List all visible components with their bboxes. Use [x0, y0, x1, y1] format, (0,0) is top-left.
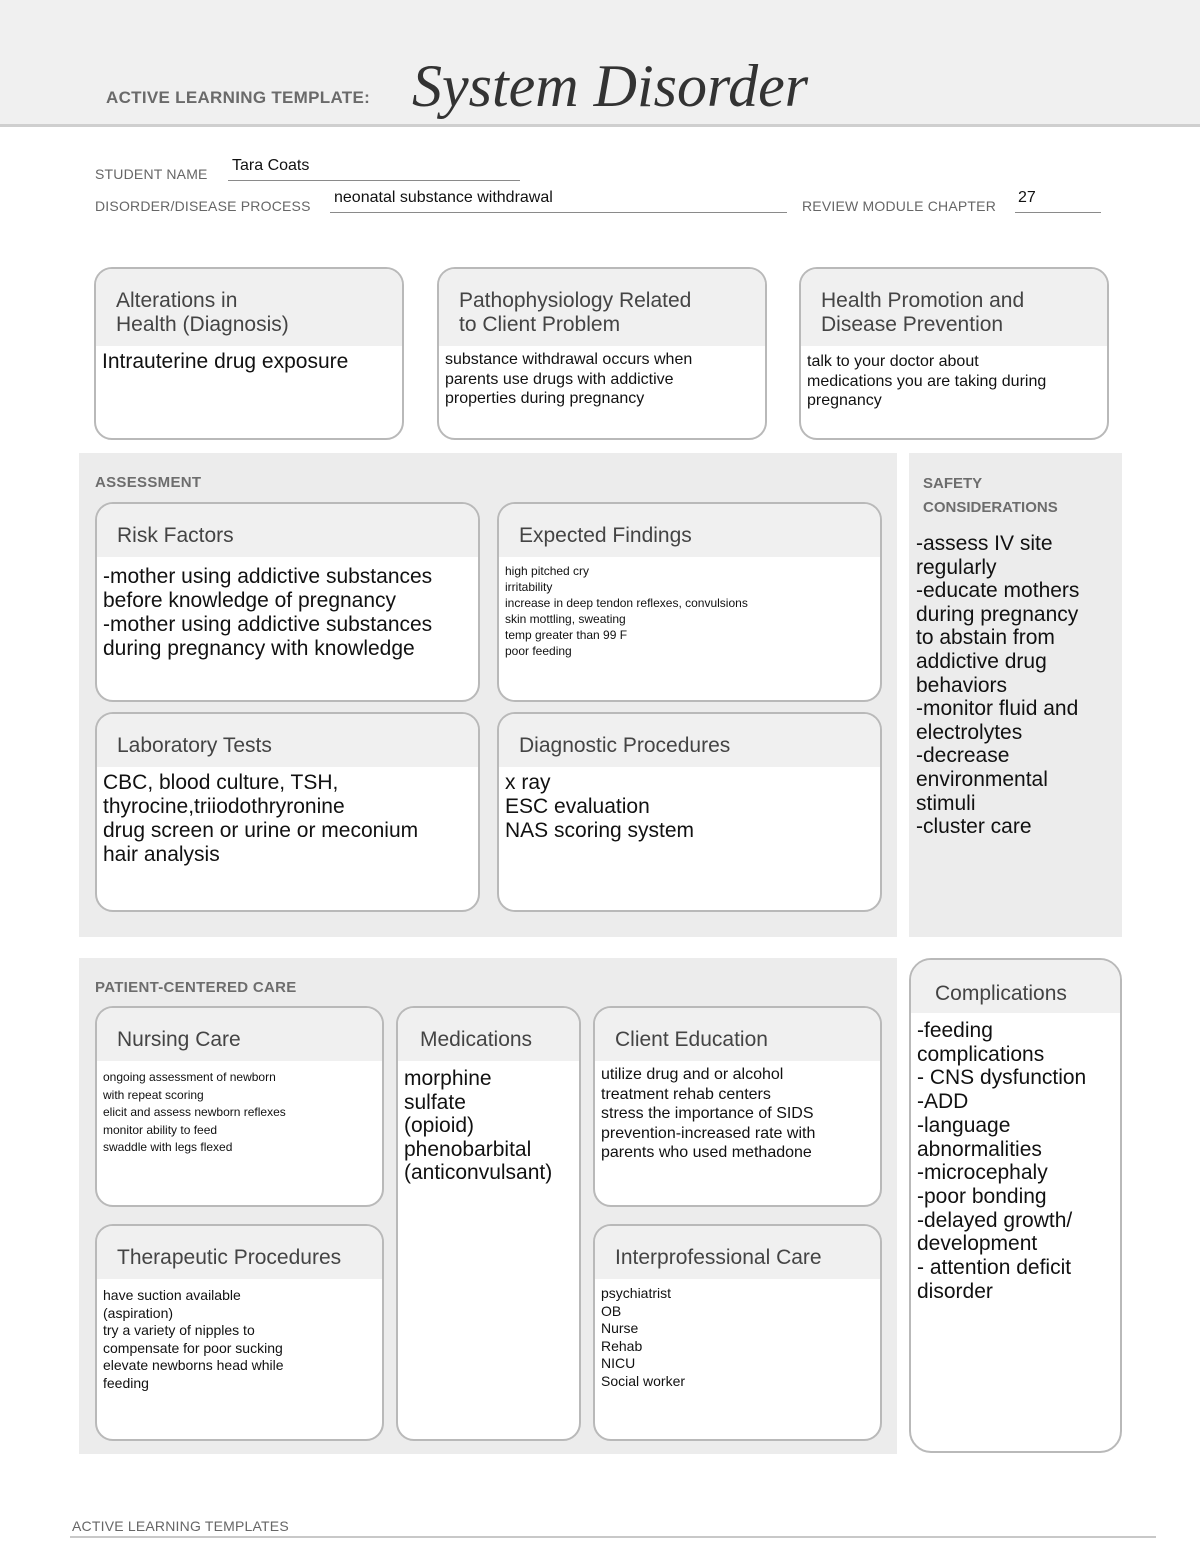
- laboratory-tests-text[interactable]: CBC, blood culture, TSH, thyrocine,triiodothryronine drug screen or urine or meconium hair analysis: [103, 771, 419, 866]
- complications-box: [909, 958, 1122, 1453]
- medications-title: Medications: [398, 1008, 579, 1061]
- risk-factors-title: Risk Factors: [97, 504, 478, 557]
- risk-factors-text[interactable]: -mother using addictive substances before knowledge of pregnancy -mother using addictive substances during pregnancy with knowledge: [103, 565, 433, 660]
- pathophysiology-text[interactable]: substance withdrawal occurs when parents use drugs with addictive properties during pregnancy: [445, 351, 693, 407]
- disorder-line: [330, 212, 787, 213]
- template-label: ACTIVE LEARNING TEMPLATE:: [106, 88, 371, 107]
- chapter-line: [1015, 212, 1101, 213]
- expected-findings-title: Expected Findings: [499, 504, 880, 557]
- health-promotion-title: Health Promotion and Disease Prevention: [801, 269, 1107, 346]
- therapeutic-procedures-box: [95, 1224, 384, 1441]
- safety-text[interactable]: -assess IV site regularly -educate mothers during pregnancy to abstain from addictive drug behaviors -monitor fluid and electrolytes -decrease environmental stimuli -cluster care: [916, 532, 1080, 839]
- pathophysiology-title: Pathophysiology Related to Client Problem: [439, 269, 765, 346]
- interprofessional-care-box: [593, 1224, 882, 1441]
- footer-line: [70, 1536, 1156, 1538]
- page-title: System Disorder: [412, 53, 809, 119]
- diagnostic-procedures-box: [497, 712, 882, 912]
- diagnostic-procedures-text[interactable]: x ray ESC evaluation NAS scoring system: [505, 771, 695, 842]
- assessment-label: ASSESSMENT: [95, 474, 202, 491]
- interprofessional-care-text[interactable]: psychiatrist OB Nurse Rehab NICU Social worker: [601, 1285, 686, 1389]
- alterations-title: Alterations in Health (Diagnosis): [96, 269, 402, 346]
- client-education-box: [593, 1006, 882, 1207]
- patient-care-label: PATIENT-CENTERED CARE: [95, 979, 297, 996]
- health-promotion-text[interactable]: talk to your doctor about medications you are taking during pregnancy: [807, 353, 1047, 409]
- nursing-care-box: [95, 1006, 384, 1207]
- medications-box: [396, 1006, 581, 1441]
- student-name-line: [228, 180, 520, 181]
- footer-text: ACTIVE LEARNING TEMPLATES: [72, 1518, 289, 1534]
- student-name-label: STUDENT NAME: [95, 166, 208, 182]
- pathophysiology-box: [437, 267, 767, 440]
- nursing-care-text[interactable]: ongoing assessment of newborn with repeat scoring elicit and assess newborn reflexes monitor ability to feed swaddle with legs flexed: [103, 1070, 286, 1154]
- therapeutic-procedures-title: Therapeutic Procedures: [97, 1226, 382, 1279]
- chapter-label: REVIEW MODULE CHAPTER: [802, 198, 996, 214]
- chapter-field[interactable]: 27: [1018, 189, 1036, 206]
- alterations-box: [94, 267, 404, 440]
- laboratory-tests-title: Laboratory Tests: [97, 714, 478, 767]
- laboratory-tests-box: [95, 712, 480, 912]
- client-education-title: Client Education: [595, 1008, 880, 1061]
- therapeutic-procedures-text[interactable]: have suction available (aspiration) try a variety of nipples to compensate for poor sucking elevate newborns head while feeding: [103, 1287, 284, 1391]
- diagnostic-procedures-title: Diagnostic Procedures: [499, 714, 880, 767]
- health-promotion-box: [799, 267, 1109, 440]
- client-education-text[interactable]: utilize drug and or alcohol treatment rehab centers stress the importance of SIDS prevention-increased rate with parents who used methadone: [601, 1066, 816, 1161]
- expected-findings-text[interactable]: high pitched cry irritability increase in deep tendon reflexes, convulsions skin mottling, sweating temp greater than 99 F poor feeding: [505, 564, 748, 658]
- medications-text[interactable]: morphine sulfate (opioid) phenobarbital (anticonvulsant): [404, 1067, 553, 1184]
- complications-text[interactable]: -feeding complications - CNS dysfunction -ADD -language abnormalities -microcephaly -poor bonding -delayed growth/ development - attention deficit disorder: [917, 1019, 1087, 1303]
- alterations-text[interactable]: Intrauterine drug exposure: [102, 350, 349, 373]
- interprofessional-care-title: Interprofessional Care: [595, 1226, 880, 1279]
- student-name-field[interactable]: Tara Coats: [232, 157, 310, 174]
- complications-title: Complications: [911, 960, 1120, 1013]
- expected-findings-box: [497, 502, 882, 702]
- disorder-label: DISORDER/DISEASE PROCESS: [95, 198, 311, 214]
- nursing-care-title: Nursing Care: [97, 1008, 382, 1061]
- risk-factors-box: [95, 502, 480, 702]
- safety-label: SAFETY CONSIDERATIONS: [923, 475, 1058, 516]
- disorder-field[interactable]: neonatal substance withdrawal: [334, 189, 553, 206]
